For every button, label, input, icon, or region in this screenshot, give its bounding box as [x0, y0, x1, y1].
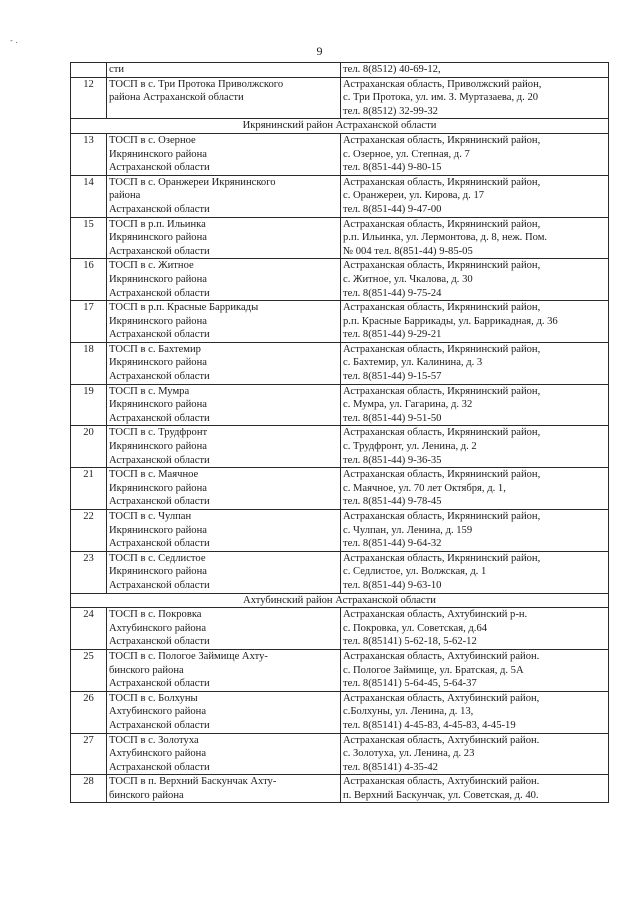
address-cell: [341, 301, 609, 343]
page-number: 9: [316, 44, 323, 58]
address-cell: [341, 775, 609, 803]
address-line: с. Мумра, ул. Гагарина, д. 32: [343, 399, 473, 411]
address-line: Астраханская область, Икрянинский район,: [343, 134, 541, 146]
office-name-cell: [107, 384, 341, 426]
office-name-line: ТОСП в с. Маячное: [109, 469, 199, 481]
office-name-line: ТОСП в с. Чулпан: [109, 511, 192, 522]
office-name-line: Астраханской области: [109, 371, 210, 383]
address-cell: [341, 342, 609, 384]
address-line: Астраханская область, Икрянинский район,: [343, 427, 541, 439]
table-row: [71, 301, 609, 343]
row-number: 15: [71, 217, 107, 259]
address-line: Астраханская область, Икрянинский район,: [343, 218, 541, 230]
office-name-line: Икрянинского района: [109, 482, 207, 494]
address-line: с. Озерное, ул. Степная, д. 7: [343, 148, 470, 160]
address-line: Астраханская область, Приволжский район,: [343, 78, 542, 90]
row-number: 17: [71, 301, 107, 343]
branch-offices-table: [70, 62, 609, 803]
office-name-line: Икрянинского района: [109, 441, 207, 453]
office-name-cell: [107, 468, 341, 510]
office-name-line: бинского района: [109, 789, 184, 801]
office-name-cell: [107, 259, 341, 301]
table-row: [71, 468, 609, 510]
table-row: [71, 63, 609, 78]
office-name-line: Икрянинского района: [109, 399, 207, 411]
address-line: тел. 8(851-44) 9-36-35: [343, 454, 442, 466]
address-cell: [341, 384, 609, 426]
office-name-line: Икрянинского района: [109, 273, 207, 285]
office-name-cell: [107, 691, 341, 733]
table-row: [71, 426, 609, 468]
address-cell: [341, 133, 609, 175]
office-name-line: ТОСП в с. Житное: [109, 260, 194, 272]
row-number: 19: [71, 384, 107, 426]
office-name-line: Икрянинского района: [109, 315, 207, 327]
address-line: Астраханская область, Икрянинский район,: [343, 511, 541, 522]
table-body: [71, 63, 609, 803]
address-line: тел. 8(8512) 40-69-12,: [343, 64, 441, 75]
address-cell: [341, 217, 609, 259]
office-name-line: Ахтубинского района: [109, 706, 207, 718]
address-cell: [341, 551, 609, 593]
address-line: тел. 8(851-44) 9-64-32: [343, 538, 442, 550]
address-line: с. Трудфронт, ул. Ленина, д. 2: [343, 441, 477, 453]
address-line: с. Чулпан, ул. Ленина, д. 159: [343, 524, 473, 536]
address-line: с. Бахтемир, ул. Калинина, д. 3: [343, 357, 483, 369]
section-header-row: [71, 119, 609, 134]
office-name-cell: [107, 608, 341, 650]
office-name-line: Астраханской области: [109, 538, 210, 550]
office-name-line: Астраханской области: [109, 412, 210, 424]
address-line: тел. 8(851-44) 9-63-10: [343, 579, 442, 591]
row-number: 13: [71, 133, 107, 175]
row-number: 24: [71, 608, 107, 650]
table-row: [71, 259, 609, 301]
row-number: 25: [71, 649, 107, 691]
office-name-line: Астраханской области: [109, 287, 210, 299]
address-cell: [341, 510, 609, 552]
row-number: 20: [71, 426, 107, 468]
office-name-line: Икрянинского района: [109, 148, 207, 160]
address-cell: [341, 608, 609, 650]
section-title: Икрянинский район Астраханской области: [71, 119, 609, 134]
office-name-line: ТОСП в с. Мумра: [109, 385, 190, 397]
row-number: 27: [71, 733, 107, 775]
section-title: Ахтубинский район Астраханской области: [71, 593, 609, 608]
office-name-cell: [107, 133, 341, 175]
office-name-line: Ахтубинского района: [109, 622, 207, 634]
address-cell: [341, 733, 609, 775]
address-line: тел. 8(851-44) 9-15-57: [343, 371, 442, 383]
row-number: 26: [71, 691, 107, 733]
office-name-cell: [107, 342, 341, 384]
row-number: 23: [71, 551, 107, 593]
address-line: Астраханская область, Ахтубинский район.: [343, 650, 540, 662]
address-line: № 004 тел. 8(851-44) 9-85-05: [343, 245, 473, 257]
office-name-cell: [107, 77, 341, 119]
office-name-cell: [107, 175, 341, 217]
office-name-line: ТОСП в с. Три Протока Приволжского: [109, 78, 284, 90]
office-name-line: Астраханской области: [109, 162, 210, 174]
office-name-line: района: [109, 190, 141, 202]
office-name-line: Астраханской области: [109, 761, 210, 773]
address-line: с. Маячное, ул. 70 лет Октября, д. 1,: [343, 482, 506, 494]
table-row: [71, 384, 609, 426]
table-row: [71, 175, 609, 217]
row-number: 22: [71, 510, 107, 552]
address-line: тел. 8(851-44) 9-75-24: [343, 287, 442, 299]
address-cell: [341, 468, 609, 510]
address-line: р.п. Красные Баррикады, ул. Баррикадная, д. 36: [343, 315, 558, 327]
office-name-line: ТОСП в р.п. Красные Баррикады: [109, 302, 259, 314]
address-line: с. Золотуха, ул. Ленина, д. 23: [343, 748, 475, 760]
row-number: 21: [71, 468, 107, 510]
address-line: р.п. Ильинка, ул. Лермонтова, д. 8, неж. Пом.: [343, 232, 548, 244]
table-row: [71, 691, 609, 733]
office-name-line: ТОСП в р.п. Ильинка: [109, 218, 206, 230]
address-line: тел. 8(85141) 5-62-18, 5-62-12: [343, 636, 477, 648]
office-name-cell: [107, 217, 341, 259]
office-name-line: Икрянинского района: [109, 357, 207, 369]
office-name-line: ТОСП в с. Седлистое: [109, 552, 206, 564]
table-row: [71, 551, 609, 593]
address-cell: [341, 63, 609, 78]
office-name-line: бинского района: [109, 664, 184, 676]
row-number: 18: [71, 342, 107, 384]
address-line: Астраханская область, Икрянинский район,: [343, 552, 541, 564]
address-line: тел. 8(85141) 4-45-83, 4-45-83, 4-45-19: [343, 719, 516, 731]
office-name-line: Астраханской области: [109, 245, 210, 257]
address-cell: [341, 426, 609, 468]
address-line: Астраханская область, Икрянинский район,: [343, 343, 541, 355]
address-line: тел. 8(85141) 5-64-45, 5-64-37: [343, 678, 477, 690]
office-name-line: Икрянинского района: [109, 232, 207, 244]
office-name-line: района Астраханской области: [109, 92, 244, 104]
table-row: [71, 733, 609, 775]
office-name-line: Астраханской области: [109, 579, 210, 591]
address-cell: [341, 259, 609, 301]
office-name-line: Астраханской области: [109, 636, 210, 648]
address-line: тел. 8(85141) 4-35-42: [343, 761, 438, 773]
address-line: Астраханская область, Ахтубинский район.: [343, 734, 540, 746]
address-cell: [341, 175, 609, 217]
office-name-cell: [107, 733, 341, 775]
office-name-line: ТОСП в с. Озерное: [109, 134, 196, 146]
office-name-line: ТОСП в с. Покровка: [109, 609, 202, 621]
address-cell: [341, 77, 609, 119]
office-name-line: ТОСП в с. Болхуны: [109, 692, 198, 704]
office-name-line: Астраханской области: [109, 719, 210, 731]
address-line: тел. 8(851-44) 9-80-15: [343, 162, 442, 174]
address-line: тел. 8(851-44) 9-47-00: [343, 203, 442, 215]
row-number: [71, 63, 107, 78]
office-name-cell: [107, 775, 341, 803]
office-name-line: Астраханской области: [109, 329, 210, 341]
address-line: с. Покровка, ул. Советская, д.64: [343, 622, 488, 634]
table-row: [71, 217, 609, 259]
row-number: 14: [71, 175, 107, 217]
office-name-line: ТОСП в с. Оранжереи Икрянинского: [109, 176, 276, 188]
office-name-line: Икрянинского района: [109, 524, 207, 536]
address-line: тел. 8(851-44) 9-78-45: [343, 496, 442, 508]
row-number: 16: [71, 259, 107, 301]
row-number: 28: [71, 775, 107, 803]
office-name-line: ТОСП в с. Трудфронт: [109, 427, 208, 439]
table-row: [71, 342, 609, 384]
address-line: с.Болхуны, ул. Ленина, д. 13,: [343, 706, 474, 718]
address-line: Астраханская область, Ахтубинский р-н.: [343, 609, 528, 621]
office-name-line: ТОСП в с. Золотуха: [109, 734, 199, 746]
scan-corner-mark: - .: [10, 36, 18, 45]
address-line: Астраханская область, Икрянинский район,: [343, 260, 541, 272]
office-name-cell: [107, 510, 341, 552]
office-name-line: сти: [109, 64, 125, 75]
office-name-cell: [107, 649, 341, 691]
office-name-line: ТОСП в п. Верхний Баскунчак Ахту-: [109, 776, 277, 788]
office-name-cell: [107, 426, 341, 468]
office-name-line: ТОСП в с. Бахтемир: [109, 343, 201, 355]
office-name-line: Ахтубинского района: [109, 748, 207, 760]
address-cell: [341, 649, 609, 691]
table-row: [71, 649, 609, 691]
office-name-line: ТОСП в с. Пологое Займище Ахту-: [109, 650, 268, 662]
address-line: Астраханская область, Икрянинский район,: [343, 176, 541, 188]
address-line: п. Верхний Баскунчак, ул. Советская, д. 40.: [343, 789, 539, 801]
address-line: тел. 8(851-44) 9-29-21: [343, 329, 442, 341]
table-row: [71, 133, 609, 175]
address-cell: [341, 691, 609, 733]
row-number: 12: [71, 77, 107, 119]
address-line: Астраханская область, Икрянинский район,: [343, 469, 541, 481]
table-row: [71, 775, 609, 803]
table-row: [71, 77, 609, 119]
address-line: Астраханская область, Икрянинский район,: [343, 302, 541, 314]
office-name-line: Икрянинского района: [109, 566, 207, 578]
table-row: [71, 510, 609, 552]
office-name-cell: [107, 301, 341, 343]
section-header-row: [71, 593, 609, 608]
address-line: Астраханская область, Ахтубинский район,: [343, 692, 540, 704]
address-line: с. Житное, ул. Чкалова, д. 30: [343, 273, 473, 285]
address-line: тел. 8(851-44) 9-51-50: [343, 412, 442, 424]
office-name-cell: [107, 551, 341, 593]
address-line: с. Седлистое, ул. Волжская, д. 1: [343, 566, 487, 578]
address-line: с. Три Протока, ул. им. З. Муртазаева, д. 20: [343, 92, 539, 104]
address-line: Астраханская область, Ахтубинский район.: [343, 776, 540, 788]
address-line: тел. 8(8512) 32-99-32: [343, 105, 438, 117]
address-line: с. Оранжереи, ул. Кирова, д. 17: [343, 190, 485, 202]
office-name-cell: [107, 63, 341, 78]
address-line: Астраханская область, Икрянинский район,: [343, 385, 541, 397]
office-name-line: Астраханской области: [109, 454, 210, 466]
office-name-line: Астраханской области: [109, 496, 210, 508]
address-line: с. Пологое Займище, ул. Братская, д. 5А: [343, 664, 524, 676]
table-row: [71, 608, 609, 650]
office-name-line: Астраханской области: [109, 203, 210, 215]
office-name-line: Астраханской области: [109, 678, 210, 690]
